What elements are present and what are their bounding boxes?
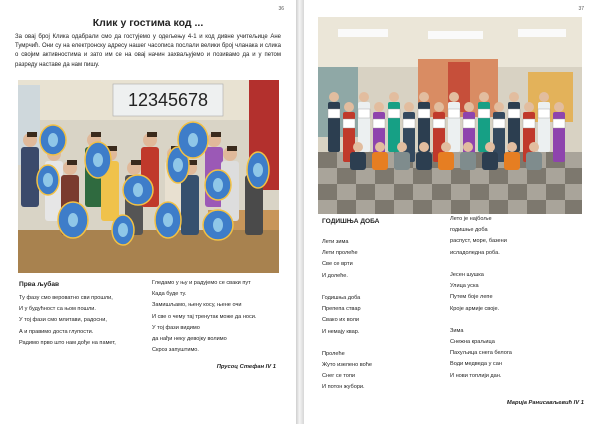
poem-line xyxy=(322,338,372,349)
poem-right-column-2 xyxy=(450,214,512,382)
poem-left-column-2 xyxy=(152,278,257,356)
poem-line: Ту фазу смо вероватно сви прошли, xyxy=(19,295,113,301)
page-number-right: 37 xyxy=(578,6,584,12)
poem-right-column-1 xyxy=(322,237,372,394)
poem-author-right: Марија Ранисављевић IV 1 xyxy=(506,400,584,406)
poem-line xyxy=(322,282,372,293)
poem-line: Зима xyxy=(450,327,464,334)
poem-line: Свако их воли xyxy=(322,317,359,324)
poem-line: У тој фази видимо xyxy=(152,324,200,331)
article-title: Клик у гостима код ... xyxy=(92,17,204,29)
poem-line: И немају квар. xyxy=(322,328,360,335)
poem-line: И нови топлији дан. xyxy=(450,372,502,379)
poem-line: Путем боје лепе xyxy=(450,294,493,301)
poem-line: Лети зима xyxy=(322,239,349,245)
poem-line: Лети пролеће xyxy=(322,250,358,257)
poem-left-column-1 xyxy=(19,293,116,349)
poem-line xyxy=(450,259,512,270)
poem-line: Пахуљица снега белога xyxy=(450,350,512,357)
poem-line: И све о чему тај тренутак може да носи. xyxy=(152,313,257,320)
poem-line: Препепа ствар xyxy=(322,306,361,313)
poem-line: да нађи неку девојку волимо xyxy=(152,335,227,342)
right-page xyxy=(304,0,600,424)
poem-author-left: Прусоц Стефан IV 1 xyxy=(216,364,276,370)
poem-line: Води медведа у сан xyxy=(450,361,502,368)
poem-line: Радимо прво што нам дође на памет, xyxy=(19,339,116,346)
poem-line: Скроз запуштимо. xyxy=(152,347,199,354)
left-page xyxy=(0,0,296,424)
poem-line: распуст, море, базени xyxy=(450,238,507,245)
poem-line: Кроје армије своје. xyxy=(450,305,500,312)
poem-line: Пролеће xyxy=(322,350,345,357)
poem-line: И долеће. xyxy=(322,272,348,279)
poem-title-left: Прва љубав xyxy=(19,281,60,288)
poem-line: У тој фази смо млитави, радосни, xyxy=(19,317,107,324)
book-spine xyxy=(296,0,304,424)
poem-line: Гледамо у њу и радујемо се сваки пут xyxy=(152,280,251,286)
poem-line: И потон жубори. xyxy=(322,384,365,391)
poem-line: Жуто изелено воће xyxy=(322,362,372,369)
poem-line: Лето је најбоље xyxy=(450,216,492,222)
poem-line: годишње доба xyxy=(450,227,488,234)
poem-line: Улица уска xyxy=(450,283,479,290)
class-group-photo xyxy=(318,17,582,214)
poem-line: Када буде ту. xyxy=(152,291,187,298)
poem-line: Годишња доба xyxy=(322,294,361,301)
poem-line: Све се врти xyxy=(322,261,353,268)
poem-line: И у будућност са њом пошли. xyxy=(19,306,96,313)
class-photo-with-drawings xyxy=(18,80,279,273)
poem-line: Снег се топи xyxy=(322,373,356,380)
page-number-left: 36 xyxy=(278,6,284,12)
poem-line: исладоледна роба. xyxy=(450,249,500,256)
poem-line: А и правимо доста глупости. xyxy=(19,328,94,335)
poem-line: Снежна краљица xyxy=(450,339,495,346)
intro-paragraph: За овај број Клика одабрали смо да гостујемо у одељењу 4-1 и код дивне учитељице Ане Тумрчић. Они су на електронску адресу нашег часописа послали велики број чланака и слика о својим активностима и зато им се на овај начин захваљујемо и позивамо да и у петом разреду наставе да нам пишу. xyxy=(15,34,281,68)
board-numbers: 12345678 xyxy=(127,90,209,110)
poem-line xyxy=(450,315,512,326)
poem-line: Замишљамо, њену косу, њене очи xyxy=(152,302,242,309)
poem-title-right: ГОДИШЊА ДОБА xyxy=(322,218,380,225)
poem-line: Јесен шушка xyxy=(450,271,484,278)
